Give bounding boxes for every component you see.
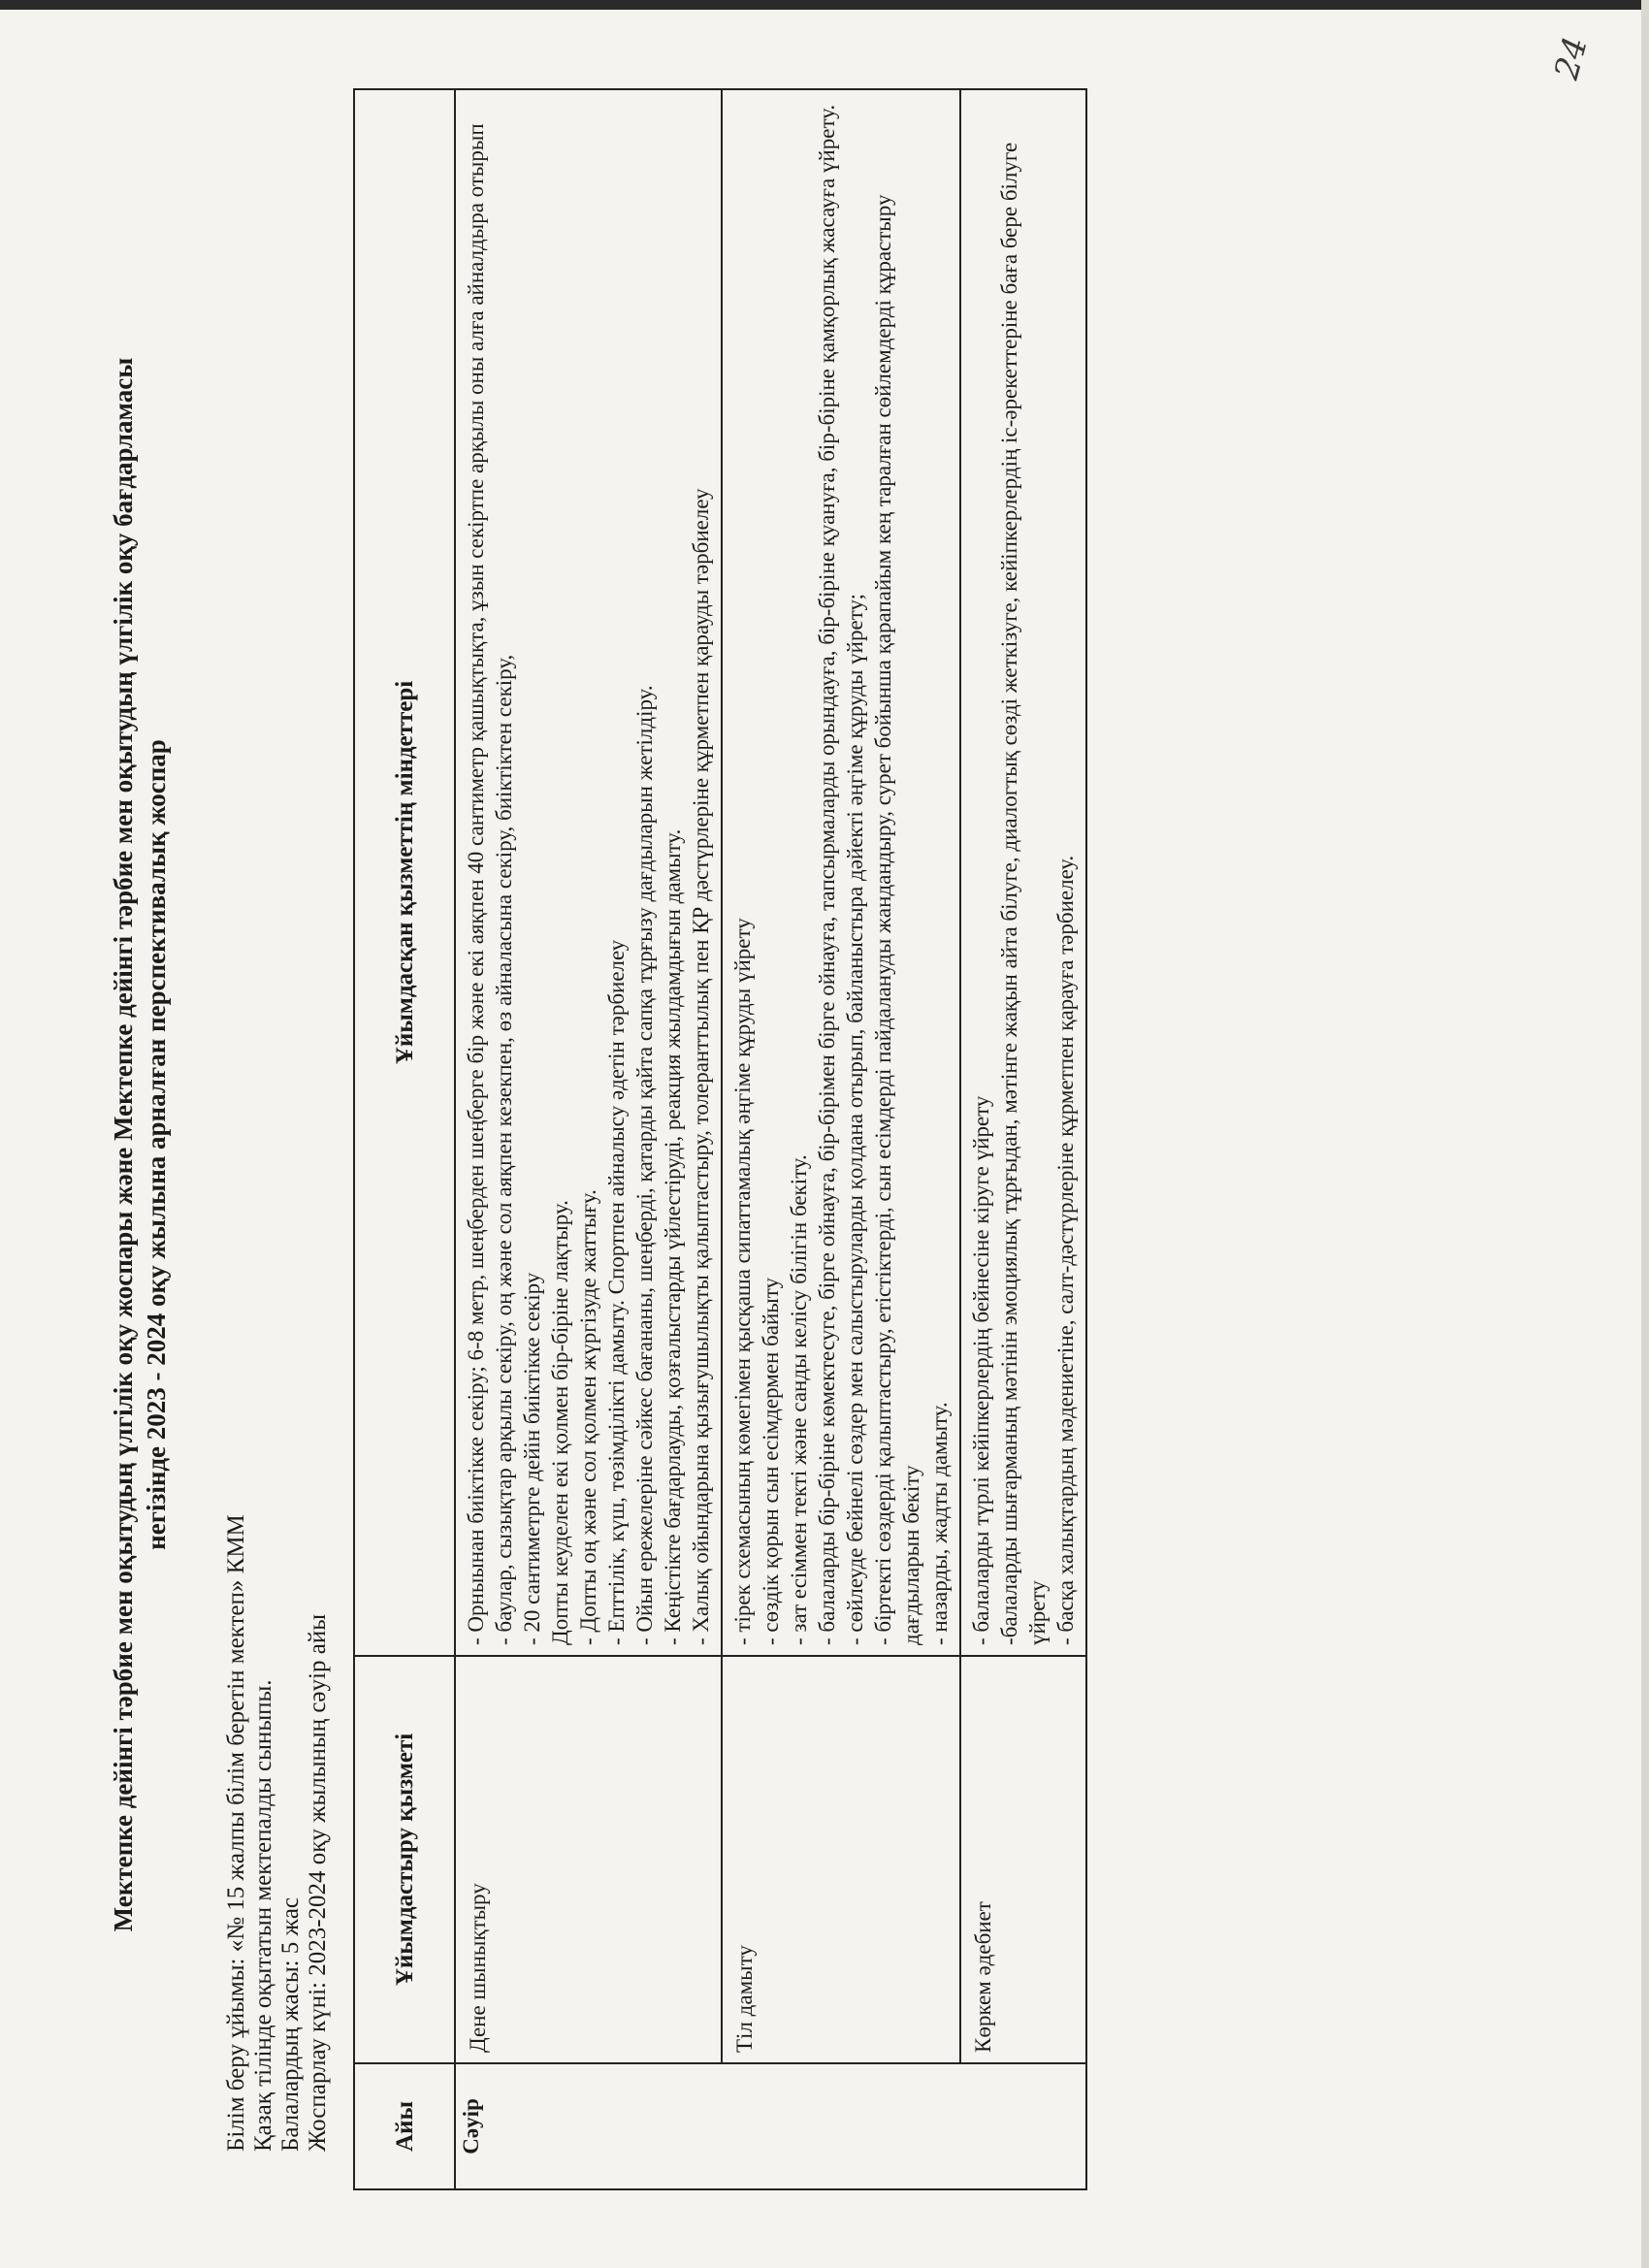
task-line: - сөйлеуде бейнелі сөздер мен салыстыруларды қолдана отырып, байланыстыра дәйекті әңгіме құруды үйрету;: [843, 593, 867, 1645]
task-line: - басқа халықтардың мәдениетіне, салт-дәстүрлеріне құрметпен қарауға тәрбиелеу.: [1053, 855, 1078, 1645]
header-tasks: Ұйымдасқан қызметтің міндеттері: [354, 89, 455, 1656]
scan-top-edge: [0, 0, 1649, 10]
table-header-row: [354, 89, 455, 2189]
handwritten-page-number: 24: [1547, 32, 1596, 84]
meta-period: Жоспарлау күні: 2023-2024 оқу жылының сәуір айы: [305, 1614, 331, 2152]
task-line: - Кеңістікте бағдарлауды, қозғалыстарды үйлестіруді, реакция жылдамдығын дамыту.: [661, 828, 685, 1645]
task-line: - Орныынан биіктікке секіру; 6-8 метр, шеңберден шеңберге бір және екі аяқпен 40 сантиметр қашықтықта, ұзын секіртпе арқылы оны алға айналдыра отырып: [464, 123, 488, 1645]
header-month: Айы: [354, 2063, 455, 2189]
task-line: - 20 сантиметрге дейін биіктікке секіру: [520, 1272, 544, 1645]
task-line: - Епттілік, күш, төзімділікті дамыту. Спортпен айналысу әдетін тәрбиелеу: [604, 939, 629, 1645]
task-line: - біртекті сөздерді қалыптастыру, етістіктерді, сын есімдерді пайдалануды жандандыру, сурет бойынша қарапайым кең таралған сөйлемдерді құрастыру дағдыларын бекіту: [871, 194, 923, 1645]
activity-cell-speech: Тіл дамыту: [722, 1656, 960, 2063]
document-meta: [223, 78, 332, 2152]
meta-group: Қазақ тілінде оқытатын мектепалды сыныпы.: [250, 1679, 276, 2152]
activity-cell-physical: Дене шынықтыру: [455, 1656, 722, 2063]
tasks-cell-literature: [960, 89, 1086, 1656]
title-line-2: негізінде 2023 - 2024 оқу жылына арналған перспективалық жоспар: [142, 739, 171, 1550]
task-line: - баулар, сызықтар арқылы секіру, оң және сол аяқпен кезекпен, өз айналасына секіру, биіктіктен секіру,: [492, 654, 516, 1645]
task-line: - назарды, жадты дамыту.: [927, 1402, 952, 1645]
title-line-1: Мектепке дейінгі тәрбие мен оқытудың үлгілік оқу жоспары және Мектепке дейінгі тәрбие мен оқытудың үлгілік оқу бағдарламасы: [109, 357, 138, 1932]
task-line: -балаларды шығарманың мәтінін эмоциялық тұрғыдан, мәтінге жақын айта білуге, диалогтық сөзді жеткізуге, кейіпкерлердің іс-әрекеттеріне баға бере білуге үйрету: [997, 142, 1050, 1645]
plan-table: [353, 88, 1087, 2190]
month-cell: Сәуір: [455, 2063, 1086, 2189]
task-line: - тірек схемасының көмегімен қысқаша сипаттамалық әңгіме құруды үйрету: [730, 918, 755, 1645]
task-line: - Допты оң және сол қолмен жүргізуде жаттығу.: [576, 1189, 600, 1645]
task-line: Допты кеуделен екі қолмен бір-біріне лақтыру.: [548, 1200, 572, 1645]
activity-cell-literature: Көркем әдебиет: [960, 1656, 1086, 2063]
tasks-cell-physical: [455, 89, 722, 1656]
meta-organization: Білім беру ұйымы: «№ 15 жалпы білім беретін мектеп» КММ: [223, 1514, 249, 2152]
header-activity: Ұйымдастыру қызметі: [354, 1656, 455, 2063]
task-line: - балаларды түрлі кейіпкерлердің бейнесіне кіруге үйрету: [969, 1095, 993, 1645]
tasks-cell-speech: [722, 89, 960, 1656]
table-row: [455, 89, 722, 2189]
task-line: - Халық ойындарына қызығушылықты қалыптастыру, толеранттылық пен ҚР дәстүрлеріне құрметпен қарауды тәрбиелеу: [689, 488, 713, 1645]
table-row: [960, 89, 1086, 2189]
task-line: - сөздік қорын сын есімдермен байыту: [759, 1278, 783, 1645]
table-row: [722, 89, 960, 2189]
task-line: - зат есіммен текті және санды келісу білігін бекіту.: [787, 1154, 811, 1645]
scan-right-edge: [1641, 0, 1649, 2268]
task-line: - Ойын ережелеріне сәйкес бағананы, шеңберді, қатарды қайта сапқа тұрғызу дағдыларын жетілдіру.: [632, 685, 657, 1645]
task-line: - балаларды бір-біріне көмектесуге, бірге ойнауға, бір-бірімен бірге ойнауға, тапсырмаларды орындауға, бір-біріне қуануға, бір-біріне қамқорлық жасауға үйрету.: [815, 104, 839, 1645]
meta-age: Балалардың жасы: 5 жас: [277, 1896, 304, 2152]
document-title: [107, 78, 173, 2212]
document-sheet: [107, 78, 1620, 2212]
